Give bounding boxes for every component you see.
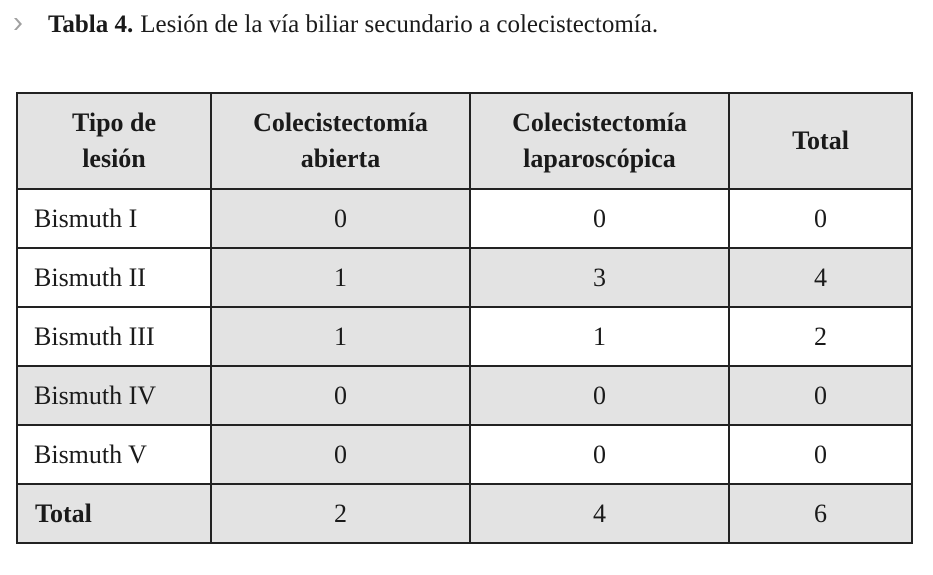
row-label: Bismuth III: [17, 307, 211, 366]
cell-laparoscopic: 3: [470, 248, 729, 307]
table-header-row: [17, 93, 912, 189]
table-total-row: [17, 484, 912, 543]
cell-grand-total: 6: [729, 484, 912, 543]
caption-text: Lesión de la vía biliar secundario a colecistectomía.: [140, 11, 659, 38]
header-line: Colecistectomía: [512, 108, 687, 137]
cell-total: 4: [729, 248, 912, 307]
cell-open: 0: [211, 189, 470, 248]
cell-open: 0: [211, 425, 470, 484]
cell-open-total: 2: [211, 484, 470, 543]
table-row: [17, 248, 912, 307]
table-row: [17, 189, 912, 248]
cell-total: 0: [729, 189, 912, 248]
header-total: [729, 93, 912, 189]
table-row: [17, 425, 912, 484]
results-table: [16, 92, 913, 544]
cell-laparoscopic-total: 4: [470, 484, 729, 543]
total-row-label: Total: [17, 484, 211, 543]
cell-laparoscopic: 0: [470, 366, 729, 425]
cell-total: 0: [729, 366, 912, 425]
header-line: abierta: [300, 144, 381, 173]
caption-label: Tabla 4.: [48, 11, 134, 38]
row-label: Bismuth IV: [17, 366, 211, 425]
table-row: [17, 307, 912, 366]
header-laparoscopic-cholecystectomy: [470, 93, 729, 189]
cell-laparoscopic: 0: [470, 425, 729, 484]
header-line: Total: [792, 126, 849, 155]
chevron-right-icon: [14, 18, 22, 30]
table-row: [17, 366, 912, 425]
header-line: lesión: [82, 144, 146, 173]
cell-laparoscopic: 0: [470, 189, 729, 248]
row-label: Bismuth V: [17, 425, 211, 484]
table-caption: [14, 8, 658, 42]
header-line: laparoscópica: [523, 144, 676, 173]
header-open-cholecystectomy: [211, 93, 470, 189]
cell-open: 1: [211, 307, 470, 366]
row-label: Bismuth I: [17, 189, 211, 248]
cell-laparoscopic: 1: [470, 307, 729, 366]
header-line: Colecistectomía: [253, 108, 428, 137]
cell-total: 0: [729, 425, 912, 484]
row-label: Bismuth II: [17, 248, 211, 307]
header-lesion-type: [17, 93, 211, 189]
cell-total: 2: [729, 307, 912, 366]
header-line: Tipo de: [71, 108, 157, 137]
cell-open: 1: [211, 248, 470, 307]
cell-open: 0: [211, 366, 470, 425]
